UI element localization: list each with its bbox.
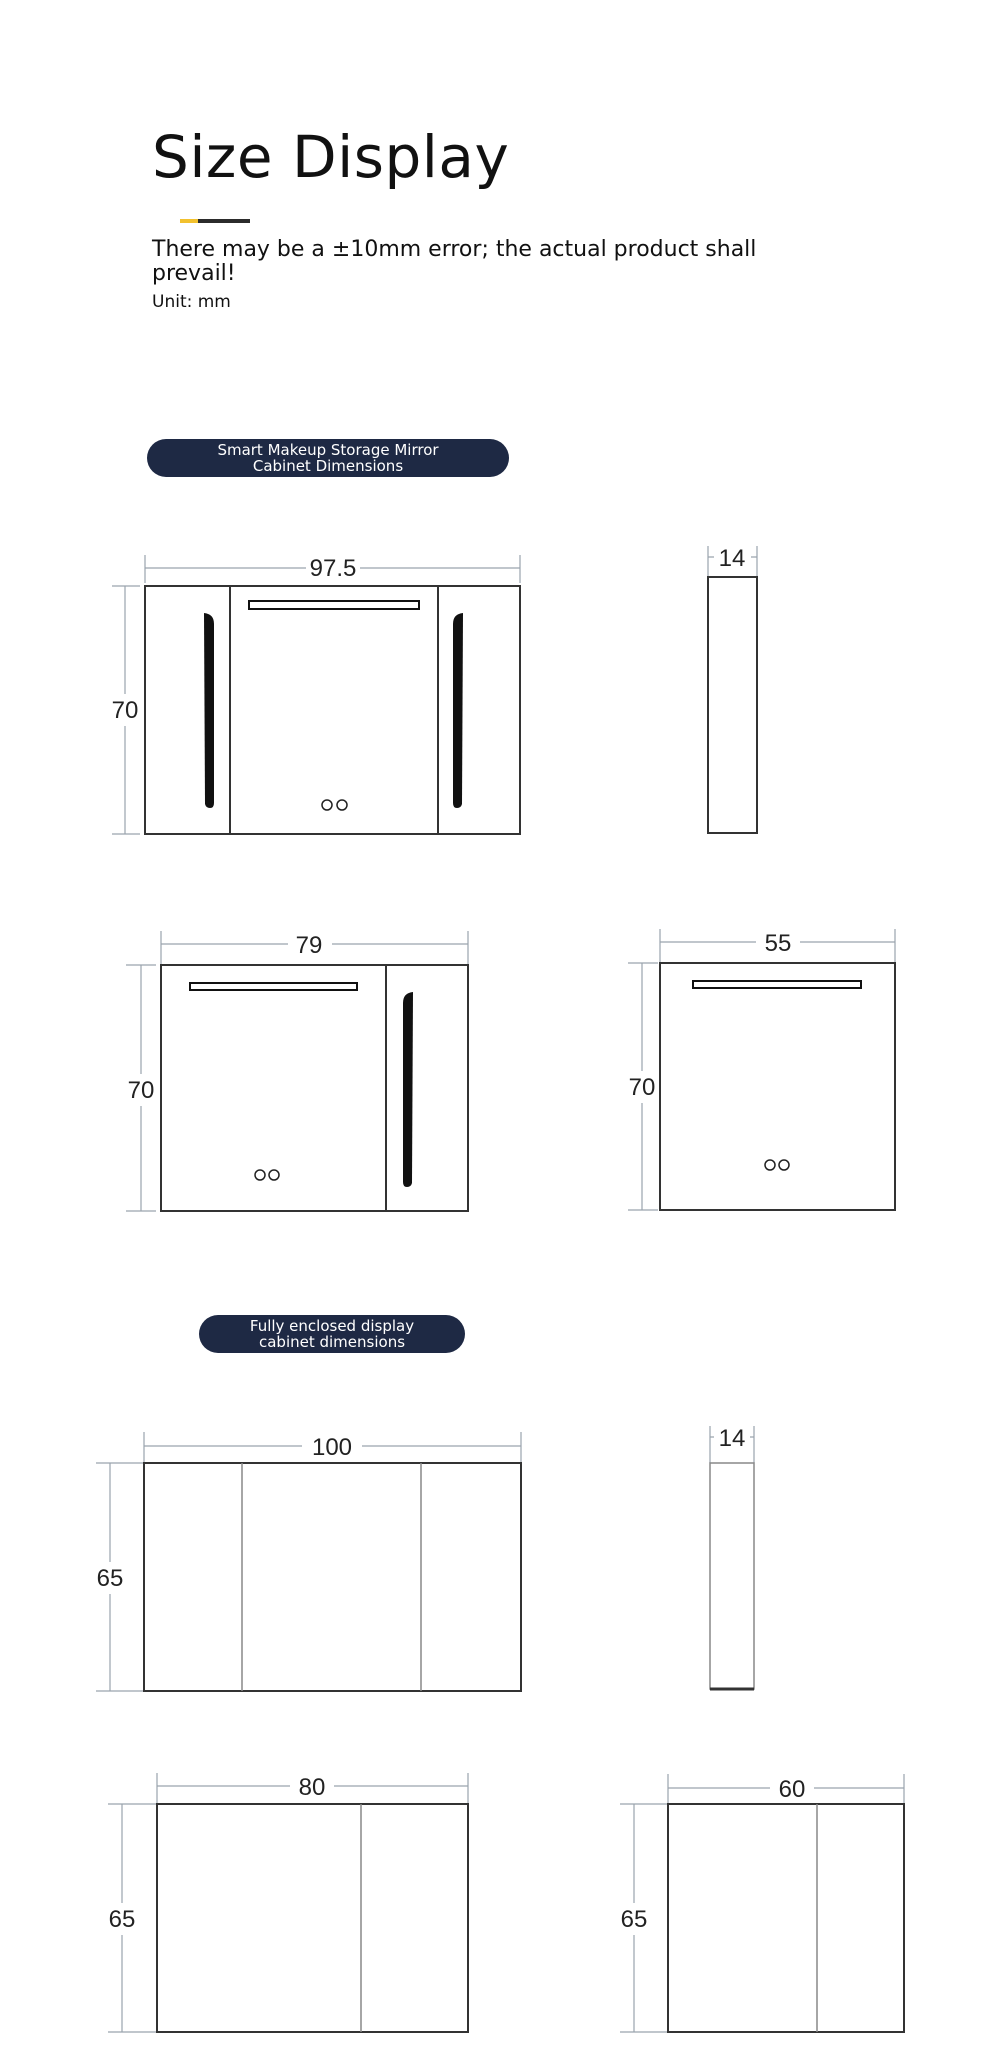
smart-2door-front [126, 931, 468, 1211]
smart-3door-side [708, 546, 757, 833]
height-label: 65 [620, 1906, 648, 1933]
width-label: 60 [778, 1776, 806, 1803]
dimension-lines [628, 929, 895, 1210]
cabinet-outline [145, 586, 520, 834]
enclosed-3door-side [710, 1426, 754, 1689]
touch-button-icon [269, 1170, 279, 1180]
dimension-lines [620, 1774, 904, 2032]
badge-line-1: Fully enclosed display [249, 1317, 415, 1335]
touch-button-icon [765, 1160, 775, 1170]
width-label: 97.5 [309, 555, 357, 582]
width-label: 100 [311, 1434, 353, 1461]
dimension-lines [96, 1432, 521, 1691]
led-light-bar [190, 983, 357, 990]
dimension-lines [108, 1773, 468, 2032]
width-label: 79 [295, 932, 323, 959]
led-light-bar [693, 981, 861, 988]
door-handle [204, 613, 214, 808]
cabinet-outline [144, 1463, 521, 1691]
unit-label: Unit: mm [152, 292, 231, 312]
cabinet-outline [157, 1804, 468, 2032]
enclosed-2door-60-front [620, 1774, 904, 2032]
height-label: 65 [108, 1906, 136, 1933]
cabinet-outline [668, 1804, 904, 2032]
height-label: 70 [127, 1077, 155, 1104]
touch-button-icon [779, 1160, 789, 1170]
height-label: 70 [628, 1074, 656, 1101]
width-label: 80 [298, 1774, 326, 1801]
depth-label: 14 [718, 1425, 746, 1452]
width-label: 55 [764, 930, 792, 957]
touch-button-icon [322, 800, 332, 810]
page-title: Size Display [152, 123, 510, 191]
door-handle [403, 992, 413, 1187]
height-label: 70 [111, 697, 139, 724]
led-light-bar [249, 601, 419, 609]
cabinet-outline [161, 965, 468, 1211]
dimension-lines [126, 931, 468, 1211]
smart-1door-front [628, 929, 895, 1210]
badge-line-2: Cabinet Dimensions [252, 457, 404, 475]
cabinet-side-outline [710, 1463, 754, 1689]
badge-line-1: Smart Makeup Storage Mirror [217, 441, 439, 459]
door-handle [453, 613, 463, 808]
depth-label: 14 [718, 545, 746, 572]
smart-3door-front [112, 555, 520, 834]
enclosed-2door-80-front [108, 1773, 468, 2032]
badge-line-2: cabinet dimensions [258, 1333, 406, 1351]
cabinet-side-outline [708, 577, 757, 833]
touch-button-icon [337, 800, 347, 810]
cabinet-outline [660, 963, 895, 1210]
touch-button-icon [255, 1170, 265, 1180]
tolerance-note: There may be a ±10mm error; the actual product shall prevail! [152, 237, 757, 286]
height-label: 65 [96, 1565, 124, 1592]
enclosed-3door-front [96, 1432, 521, 1691]
